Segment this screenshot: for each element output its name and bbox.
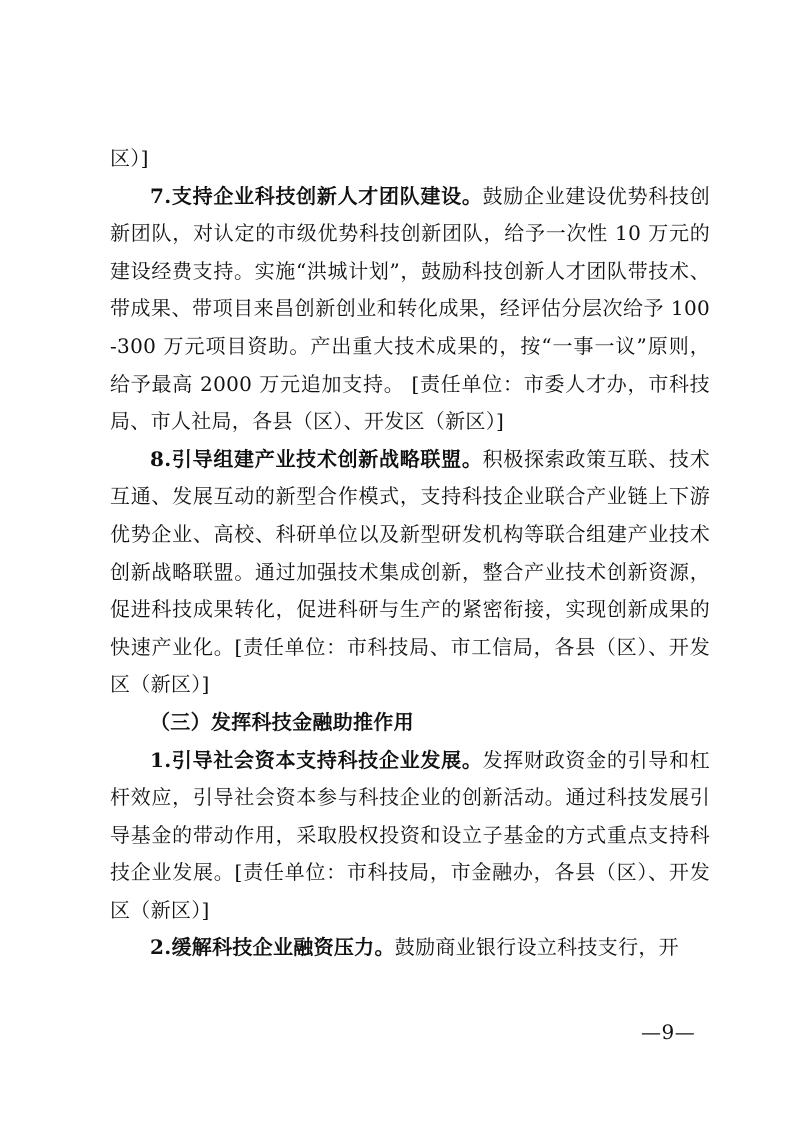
item-3-1-heading: 1.引导社会资本支持科技企业发展。 — [150, 747, 483, 772]
item-8-paragraph — [110, 441, 710, 704]
document-body — [110, 140, 710, 967]
page-number: —9— — [641, 1020, 696, 1044]
item-3-2-text: 鼓励商业银行设立科技支行，开 — [394, 935, 679, 960]
item-3-1-paragraph — [110, 742, 710, 930]
item-3-2-heading: 2.缓解科技企业融资压力。 — [150, 935, 395, 960]
item-7-text: 鼓励企业建设优势科技创新团队，对认定的市级优势科技创新团队，给予一次性 10 万元的建设经费支持。实施“洪城计划”，鼓励科技创新人才团队带技术、带成果、带项目来昌创新创业和转化成果，经评估分层次给予 100-300 万元项目资助。产出重大技术成果的，按“一事一议”原则，给予最高 2000 万元追加支持。 [责任单位：市委人才办，市科技局、市人社局，各县（区）、开发区（新区）] — [110, 183, 710, 434]
item-8-text: 积极探索政策互联、技术互通、发展互动的新型合作模式，支持科技企业联合产业链上下游优势企业、高校、科研单位以及新型研发机构等联合组建产业技术创新战略联盟。通过加强技术集成创新，整合产业技术创新资源，促进科技成果转化，促进科研与生产的紧密衔接，实现创新成果的快速产业化。[责任单位：市科技局、市工信局，各县（区）、开发区（新区）] — [110, 446, 710, 697]
continuation-paragraph — [110, 140, 710, 178]
item-7-paragraph — [110, 178, 710, 441]
item-8-heading: 8.引导组建产业技术创新战略联盟。 — [150, 446, 483, 471]
section-3-title: （三）发挥科技金融助推作用 — [150, 709, 414, 734]
item-7-heading: 7.支持企业科技创新人才团队建设。 — [150, 183, 483, 208]
paragraph-text: 区）] — [110, 146, 149, 170]
item-3-1-text: 发挥财政资金的引导和杠杆效应，引导社会资本参与科技企业的创新活动。通过科技发展引导基金的带动作用，采取股权投资和设立子基金的方式重点支持科技企业发展。[责任单位：市科技局，市金融办，各县（区）、开发区（新区）] — [110, 747, 710, 922]
item-3-2-paragraph — [110, 929, 710, 967]
